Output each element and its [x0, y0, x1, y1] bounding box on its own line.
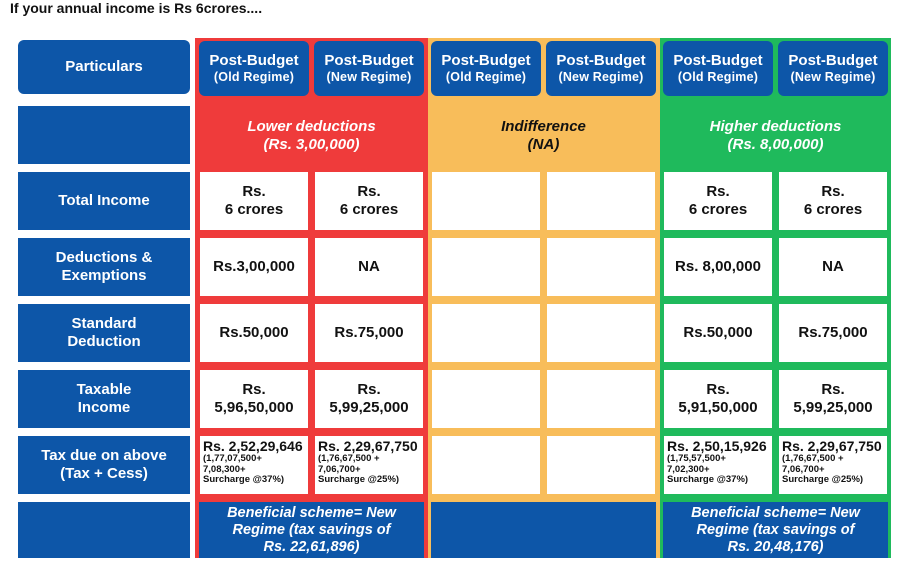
column-header-red-new: Post-Budget (New Regime): [314, 41, 424, 96]
deductions-green-old: Rs. 8,00,000: [664, 238, 772, 296]
deductions-yellow-new: [547, 238, 655, 296]
tax-due-red-new: Rs. 2,29,67,750 (1,76,67,500 + 7,06,700+ Surcharge @25%): [315, 436, 423, 494]
row-label-total-income: Total Income: [18, 172, 190, 230]
standard-red-new: Rs.75,000: [315, 304, 423, 362]
deductions-red-old: Rs.3,00,000: [200, 238, 308, 296]
deductions-yellow-old: [432, 238, 540, 296]
standard-green-new: Rs.75,000: [779, 304, 887, 362]
row-label-tax-due: Tax due on above (Tax + Cess): [18, 436, 190, 494]
page-title: If your annual income is Rs 6crores....: [10, 0, 263, 16]
row-label-deductions: Deductions & Exemptions: [18, 238, 190, 296]
total-income-yellow-new: [547, 172, 655, 230]
column-header-yellow-new: Post-Budget (New Regime): [546, 41, 656, 96]
taxable-yellow-new: [547, 370, 655, 428]
bottom-row-label: [18, 502, 190, 558]
taxable-red-new: Rs. 5,99,25,000: [315, 370, 423, 428]
beneficial-scheme-lower: Beneficial scheme= New Regime (tax savings of Rs. 22,61,896): [199, 502, 424, 558]
tax-due-yellow-old: [432, 436, 540, 494]
beneficial-scheme-indifference: [431, 502, 656, 558]
standard-red-old: Rs.50,000: [200, 304, 308, 362]
scenario-row-label: [18, 106, 190, 164]
tax-due-yellow-new: [547, 436, 655, 494]
beneficial-scheme-higher: Beneficial scheme= New Regime (tax savings of Rs. 20,48,176): [663, 502, 888, 558]
total-income-yellow-old: [432, 172, 540, 230]
row-label-taxable-income: Taxable Income: [18, 370, 190, 428]
taxable-green-new: Rs. 5,99,25,000: [779, 370, 887, 428]
tax-due-green-old: Rs. 2,50,15,926 (1,75,57,500+ 7,02,300+ Surcharge @37%): [664, 436, 772, 494]
scenario-higher-deductions: Higher deductions (Rs. 8,00,000): [709, 118, 842, 153]
column-header-green-new: Post-Budget (New Regime): [778, 41, 888, 96]
taxable-green-old: Rs. 5,91,50,000: [664, 370, 772, 428]
total-income-green-old: Rs. 6 crores: [664, 172, 772, 230]
standard-yellow-old: [432, 304, 540, 362]
deductions-red-new: NA: [315, 238, 423, 296]
column-header-yellow-old: Post-Budget (Old Regime): [431, 41, 541, 96]
tax-due-red-old: Rs. 2,52,29,646 (1,77,07,500+ 7,08,300+ Surcharge @37%): [200, 436, 308, 494]
total-income-red-new: Rs. 6 crores: [315, 172, 423, 230]
standard-yellow-new: [547, 304, 655, 362]
scenario-indifference: Indifference (NA): [501, 118, 586, 153]
taxable-yellow-old: [432, 370, 540, 428]
scenario-lower-deductions: Lower deductions (Rs. 3,00,000): [247, 118, 376, 153]
standard-green-old: Rs.50,000: [664, 304, 772, 362]
particulars-header: Particulars: [18, 40, 190, 94]
total-income-green-new: Rs. 6 crores: [779, 172, 887, 230]
tax-due-green-new: Rs. 2,29,67,750 (1,76,67,500 + 7,06,700+ Surcharge @25%): [779, 436, 887, 494]
column-header-green-old: Post-Budget (Old Regime): [663, 41, 773, 96]
row-label-standard-deduction: Standard Deduction: [18, 304, 190, 362]
deductions-green-new: NA: [779, 238, 887, 296]
total-income-red-old: Rs. 6 crores: [200, 172, 308, 230]
taxable-red-old: Rs. 5,96,50,000: [200, 370, 308, 428]
column-header-red-old: Post-Budget (Old Regime): [199, 41, 309, 96]
